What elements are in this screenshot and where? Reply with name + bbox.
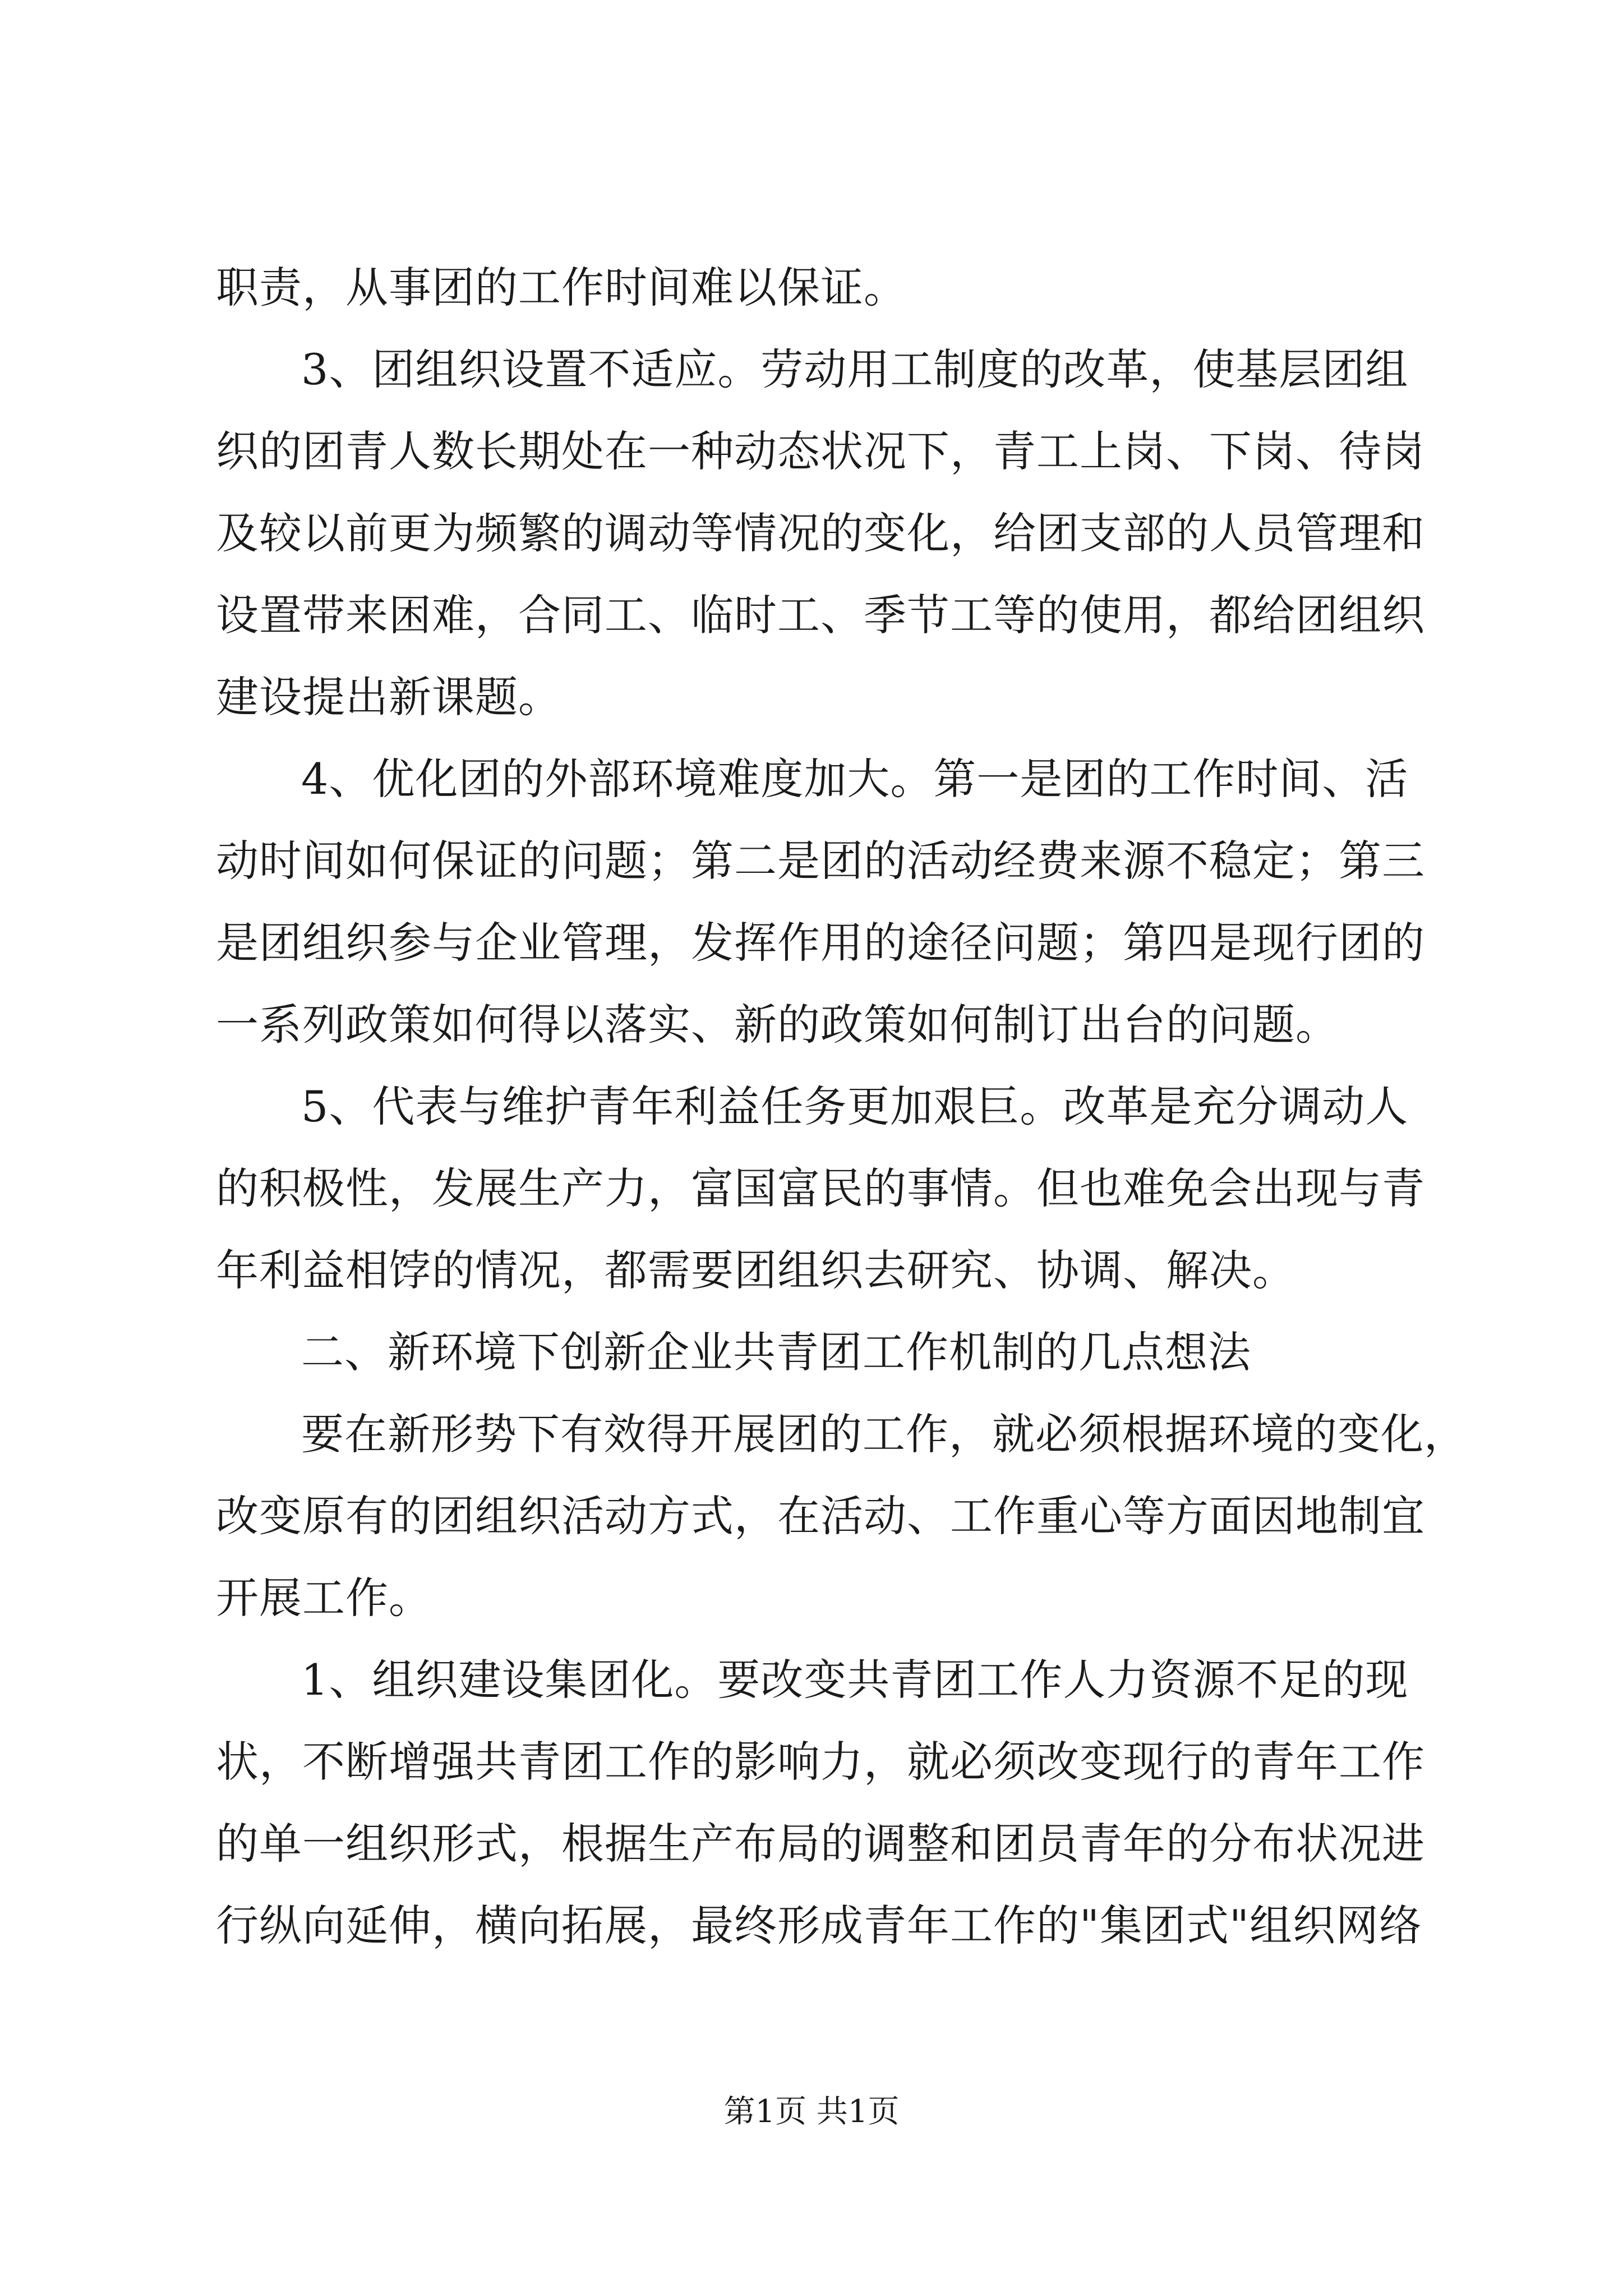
text-line: 年利益相饽的情况，都需要团组织去研究、协调、解决。 (216, 1245, 1295, 1295)
text-line: 开展工作。 (216, 1573, 432, 1623)
text-line: 及较以前更为频繁的调动等情况的变化，给团支部的人员管理和 (216, 508, 1425, 558)
text-line: 的积极性，发展生产力，富国富民的事情。但也难免会出现与青 (216, 1163, 1425, 1213)
text-line: 职责，从事团的工作时间难以保证。 (216, 263, 907, 312)
text-line: 设置带来困难，合同工、临时工、季节工等的使用，都给团组织 (216, 590, 1425, 640)
text-line: 行纵向延伸，横向拓展，最终形成青年工作的"集团式"组织网络 (216, 1901, 1422, 1950)
page-footer: 第1页 共1页 (723, 2093, 900, 2130)
paragraph-start: 4、优化团的外部环境难度加大。第一是团的工作时间、活 (301, 754, 1409, 804)
text-line: 状，不断增强共青团工作的影响力，就必须改变现行的青年工作 (216, 1737, 1425, 1787)
paragraph-start: 3、团组织设置不适应。劳动用工制度的改革，使基层团组 (301, 344, 1409, 394)
text-line: 是团组织参与企业管理，发挥作用的途径问题；第四是现行团的 (216, 918, 1425, 968)
text-line: 动时间如何保证的问题；第二是团的活动经费来源不稳定；第三 (216, 836, 1425, 886)
text-line: 建设提出新课题。 (216, 672, 561, 722)
text-line: 织的团青人数长期处在一种动态状况下，青工上岗、下岗、待岗 (216, 426, 1425, 476)
text-line: 的单一组织形式，根据生产布局的调整和团员青年的分布状况进 (216, 1819, 1425, 1869)
section-heading: 二、新环境下创新企业共青团工作机制的几点想法 (301, 1327, 1251, 1377)
document-body (216, 247, 1467, 1967)
paragraph-start: 1、组织建设集团化。要改变共青团工作人力资源不足的现 (301, 1655, 1409, 1705)
paragraph-start: 5、代表与维护青年利益任务更加艰巨。改革是充分调动人 (301, 1082, 1409, 1131)
paragraph-start: 要在新形势下有效得开展团的工作，就必须根据环境的变化， (301, 1409, 1467, 1459)
text-line: 改变原有的团组织活动方式，在活动、工作重心等方面因地制宜 (216, 1491, 1425, 1541)
text-line: 一系列政策如何得以落实、新的政策如何制订出台的问题。 (216, 1000, 1339, 1050)
